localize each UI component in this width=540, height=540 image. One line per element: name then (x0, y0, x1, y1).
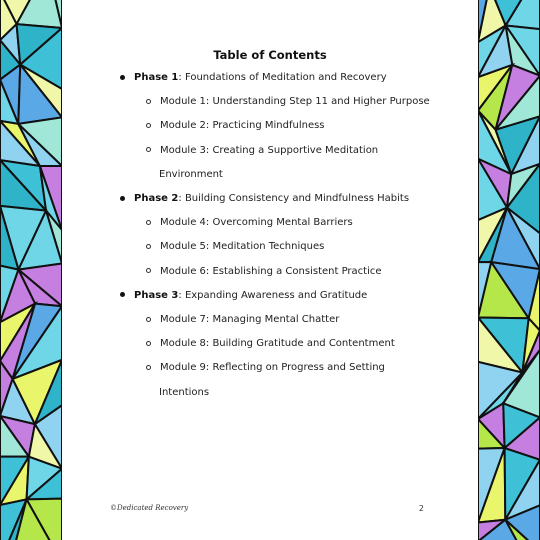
bullet-icon (120, 284, 134, 308)
hollow-bullet-icon (146, 211, 160, 235)
module-text: Module 9: Reflecting on Progress and Setting (160, 362, 385, 374)
toc-module (146, 235, 324, 259)
footer-brand: ©Dedicated Recovery (110, 504, 189, 512)
phase-title: Building Consistency and Mindfulness Habits (184, 193, 410, 204)
toc-module (146, 332, 395, 356)
toc-module-continued (159, 163, 223, 187)
phase-title: Foundations of Meditation and Recovery (184, 72, 387, 83)
module-text: Module 3: Creating a Supportive Meditation (160, 144, 379, 156)
phase-separator: : (178, 72, 185, 83)
hollow-bullet-icon (146, 139, 160, 163)
hollow-bullet-icon (146, 308, 160, 332)
module-text: Module 5: Meditation Techniques (160, 241, 325, 253)
bullet-icon (120, 66, 134, 90)
module-text: Module 2: Practicing Mindfulness (160, 120, 325, 132)
hollow-bullet-icon (146, 114, 160, 138)
toc-title: Table of Contents (213, 48, 327, 62)
toc-module (146, 139, 378, 163)
module-text: Module 6: Establishing a Consistent Practice (160, 265, 382, 277)
module-text: Module 7: Managing Mental Chatter (160, 314, 340, 325)
stained-glass-border-left (0, 0, 62, 540)
toc-module (146, 356, 385, 380)
module-text: Environment (159, 168, 223, 180)
bullet-icon (120, 187, 134, 211)
module-text: Module 8: Building Gratitude and Contentment (160, 338, 395, 350)
phase-title: Expanding Awareness and Gratitude (184, 289, 368, 301)
document-page (62, 0, 478, 540)
phase-name: Phase 3 (134, 289, 179, 301)
toc-module (146, 114, 325, 138)
phase-separator: : (178, 289, 185, 301)
hollow-bullet-icon (146, 260, 160, 284)
module-text: Intentions (159, 386, 210, 398)
phase-name: Phase 2 (134, 193, 179, 204)
module-text: Module 1: Understanding Step 11 and Higher Purpose (160, 96, 430, 108)
toc-phase-1 (120, 66, 387, 90)
toc-module (146, 260, 382, 284)
hollow-bullet-icon (146, 90, 160, 114)
module-text: Module 4: Overcoming Mental Barriers (160, 217, 353, 229)
stained-glass-border-right (478, 0, 540, 540)
page-number: 2 (418, 504, 424, 513)
hollow-bullet-icon (146, 332, 160, 356)
toc-phase-2 (120, 187, 409, 211)
toc-module-continued (159, 381, 209, 405)
hollow-bullet-icon (146, 235, 160, 259)
toc-module (146, 90, 430, 114)
phase-separator: : (178, 193, 185, 204)
phase-name: Phase 1 (134, 72, 179, 83)
toc-phase-3 (120, 284, 367, 308)
toc-module (146, 308, 339, 332)
toc-module (146, 211, 353, 235)
hollow-bullet-icon (146, 356, 160, 380)
